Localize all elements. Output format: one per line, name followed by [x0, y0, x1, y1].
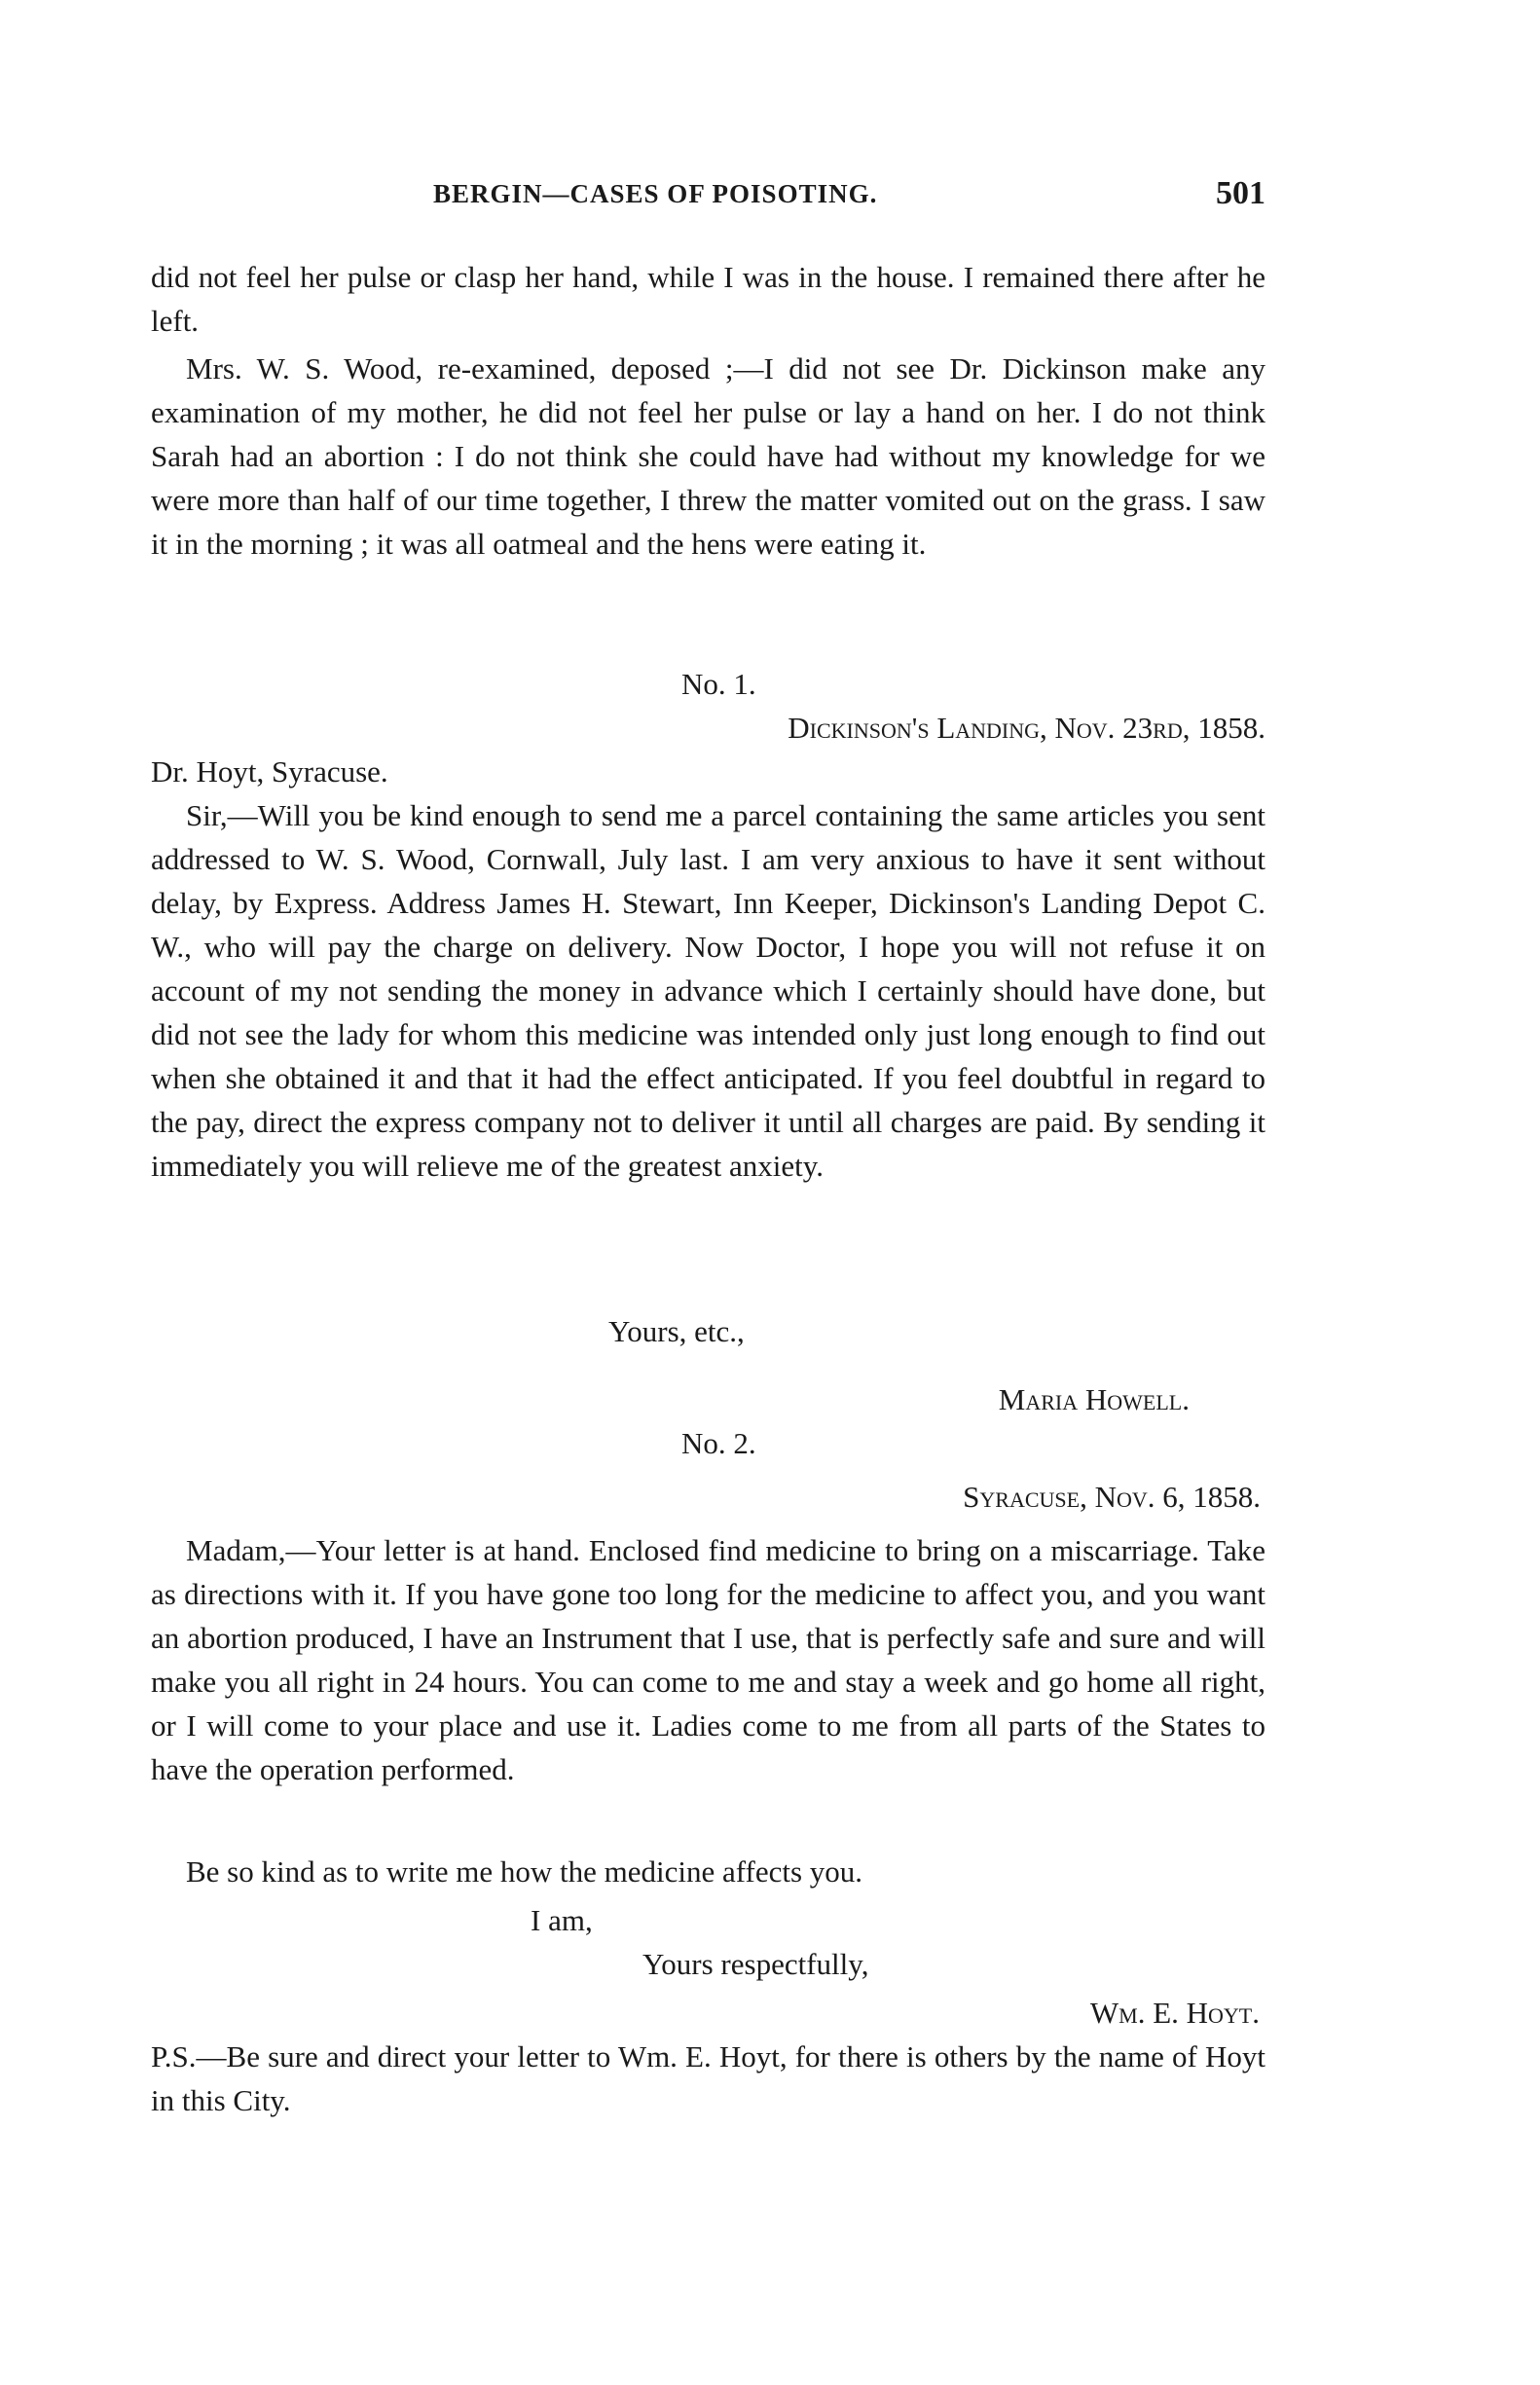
- letter2-body: Madam,—Your letter is at hand. Enclosed find medicine to bring on a miscarriage. Take as directions with it. If you have gone too long for the medicine to affect you, and you want an abortion produced, I have an Instrument that I use, that is perfectly safe and sure and will make you all right in 24 hours. You can come to me and stay a week and go home all right, or I will come to your place and use it. Ladies come to me from all parts of the States to have the operation performed.: [151, 1533, 1265, 1786]
- page-header: [151, 175, 1265, 218]
- letter2-request: Be so kind as to write me how the medicine affects you.: [186, 1854, 863, 1889]
- letter1-body: Sir,—Will you be kind enough to send me a parcel containing the same articles you sent addressed to W. S. Wood, Cornwall, July last. I am very anxious to have it sent without delay, by Express. Address James H. Stewart, Inn Keeper, Dickinson's Landing Depot C. W., who will pay the charge on delivery. Now Doctor, I hope you will not refuse it on account of my not sending the money in advance which I certainly should have done, but did not see the lady for whom this medicine was intended only just long enough to find out when she obtained it and that it had the effect anticipated. If you feel doubtful in regard to the pay, direct the express company not to deliver it until all charges are paid. By sending it immediately you will relieve me of the greatest anxiety.: [151, 798, 1265, 1183]
- letter2-closing-line1: I am,: [531, 1903, 593, 1937]
- letter1-signature: Maria Howell.: [998, 1382, 1190, 1416]
- paragraph-continued: did not feel her pulse or clasp her hand, while I was in the house. I remained there after he left.: [151, 260, 1265, 338]
- letter1-number: No. 1.: [681, 667, 756, 701]
- letter2-closing-line2: Yours respectfully,: [642, 1947, 869, 1981]
- page-number: 501: [1216, 175, 1265, 211]
- running-head: BERGIN—CASES OF POISOTING.: [433, 179, 878, 208]
- letter2-postscript: P.S.—Be sure and direct your letter to Wm. E. Hoyt, for there is others by the name of Hoyt in this City.: [151, 2039, 1265, 2117]
- letter2-signature: Wm. E. Hoyt.: [1089, 1996, 1260, 2030]
- letter2-dateline: Syracuse, Nov. 6, 1858.: [963, 1480, 1261, 1514]
- letter1-addressee: Dr. Hoyt, Syracuse.: [151, 754, 388, 789]
- letter1-dateline: Dickinson's Landing, Nov. 23rd, 1858.: [788, 711, 1265, 745]
- letter2-number: No. 2.: [681, 1426, 756, 1460]
- paragraph-wood-testimony: Mrs. W. S. Wood, re-examined, deposed ;—I did not see Dr. Dickinson make any examination of my mother, he did not feel her pulse or lay a hand on her. I do not think Sarah had an abortion : I do not think she could have had without my knowledge for we were more than half of our time together, I threw the matter vomited out on the grass. I saw it in the morning ; it was all oatmeal and the hens were eating it.: [151, 351, 1265, 561]
- letter1-closing: Yours, etc.,: [608, 1314, 745, 1348]
